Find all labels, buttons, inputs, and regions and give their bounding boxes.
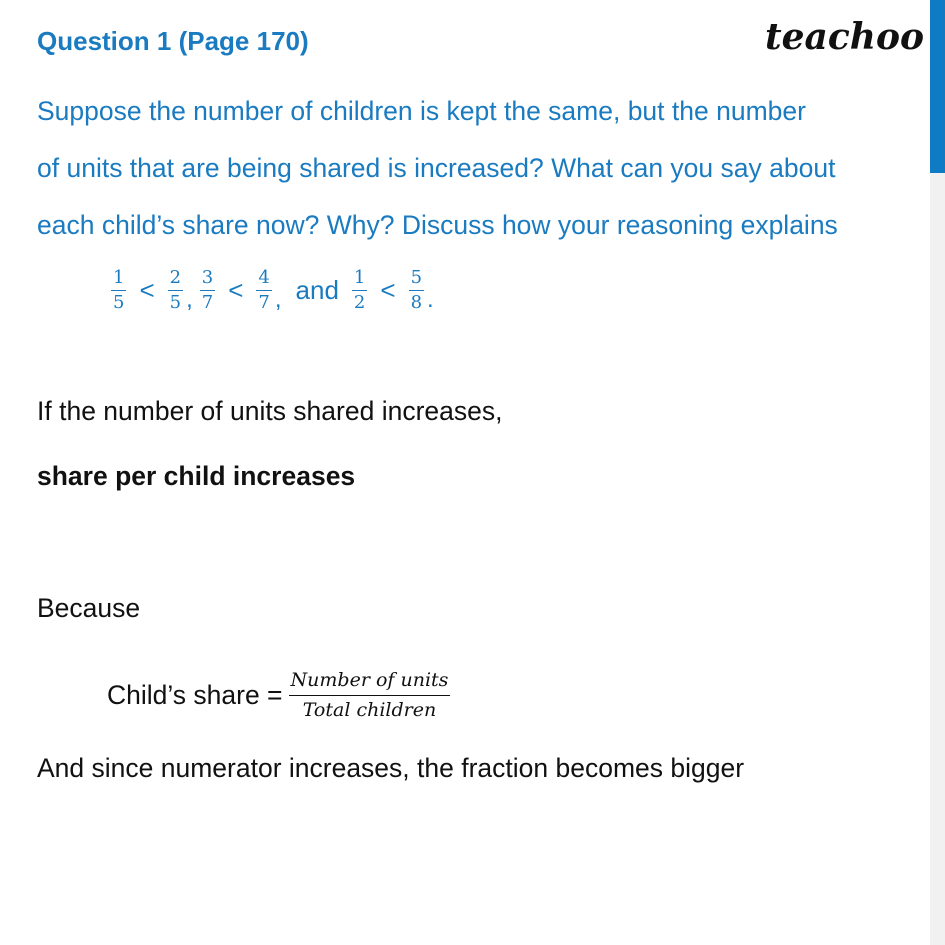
page-title: Question 1 (Page 170)	[37, 26, 309, 56]
conclusion-text: And since numerator increases, the fraction becomes bigger	[37, 753, 745, 783]
denominator: 5	[169, 291, 182, 313]
fraction	[111, 266, 126, 313]
and-word: and	[295, 274, 339, 305]
share-formula	[107, 664, 450, 726]
answer-highlight: share per child increases	[37, 461, 356, 491]
fraction	[256, 266, 271, 313]
formula-label: Child’s share =	[107, 679, 283, 710]
question-line: Suppose the number of children is kept the same, but the number	[37, 96, 806, 126]
numerator: 3	[200, 269, 215, 291]
numerator: 4	[256, 269, 271, 291]
fraction	[168, 266, 183, 313]
fraction	[409, 266, 424, 313]
numerator: 2	[168, 269, 183, 291]
question-line: of units that are being shared is increased? What can you say about	[37, 153, 836, 183]
question-line: each child’s share now? Why? Discuss how your reasoning explains	[37, 210, 838, 240]
because-label: Because	[37, 593, 141, 623]
teachoo-logo: teachoo	[765, 16, 924, 58]
numerator: 5	[409, 269, 424, 291]
less-than: <	[380, 274, 396, 305]
numerator: 1	[352, 269, 367, 291]
less-than: <	[228, 274, 244, 305]
scrollbar-thumb[interactable]	[930, 0, 945, 173]
fraction-comparisons	[108, 258, 438, 322]
question-text	[37, 83, 922, 254]
numerator: 1	[111, 269, 126, 291]
comma: ,	[274, 286, 282, 313]
formula-fraction	[289, 668, 451, 721]
fraction	[200, 266, 215, 313]
less-than: <	[139, 274, 155, 305]
formula-denominator: Total children	[302, 698, 437, 721]
denominator: 2	[353, 291, 366, 313]
period: .	[427, 286, 434, 313]
denominator: 7	[201, 291, 214, 313]
denominator: 5	[113, 291, 125, 313]
denominator: 8	[410, 291, 423, 313]
fraction	[352, 266, 367, 313]
answer-line-1: If the number of units shared increases,	[37, 396, 503, 426]
comma: ,	[186, 286, 193, 313]
formula-numerator: Number of units	[289, 671, 451, 696]
denominator: 7	[258, 291, 270, 313]
